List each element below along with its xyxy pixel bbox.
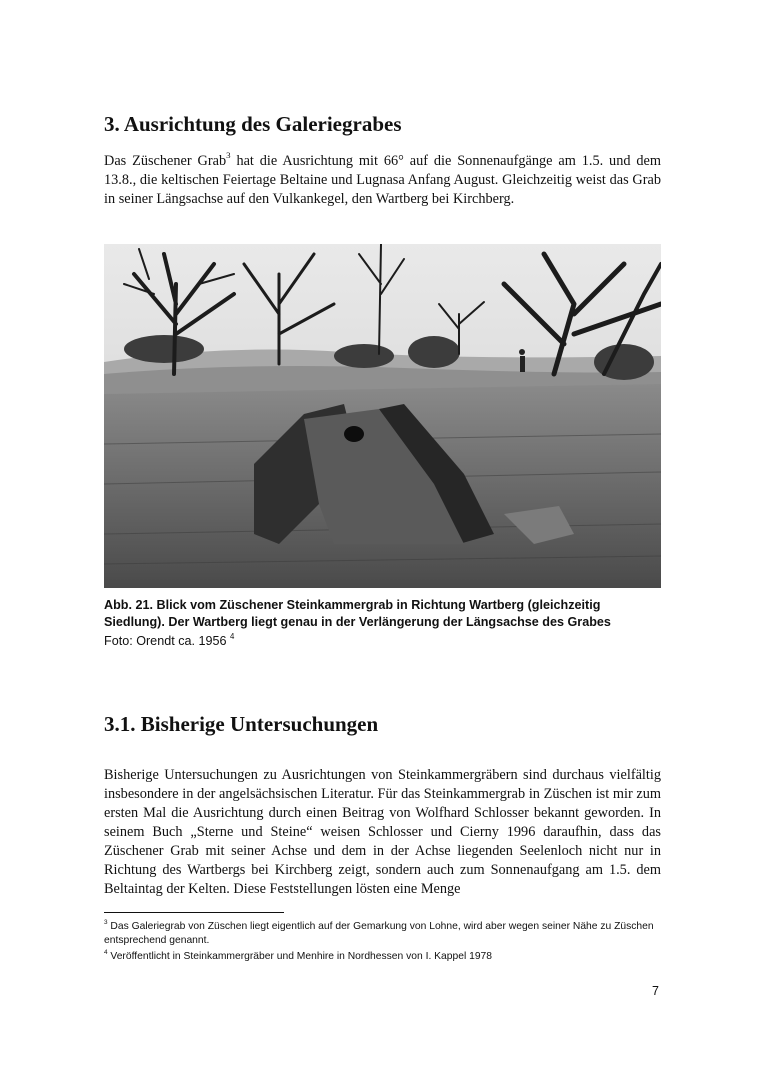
- footnote-4: [104, 950, 664, 964]
- footnote-4-text: Veröffentlicht in Steinkammergräber und Menhire in Nordhessen von I. Kappel 1978: [107, 951, 493, 962]
- figure-caption-line1: Abb. 21. Blick vom Züschener Steinkammergrab in Richtung Wartberg (gleichzeitig: [104, 598, 601, 612]
- footnote-ref-4[interactable]: 4: [230, 632, 235, 642]
- figure-photo-steinkammergrab: [104, 244, 661, 588]
- paragraph-bisherige-untersuchungen: Bisherige Untersuchungen zu Ausrichtungen von Steinkammergräbern sind durchaus vielfältig insbesondere in der angelsächsischen Literatur. Für das Steinkammergrab in Züschen ist mir zum ersten Mal die Ausrichtung durch einen Beitrag von Wolfhard Schlosser bekannt geworden. In seinem Buch „Sterne und Steine“ weisen Schlosser und Cierny 1996 daraufhin, dass das Züschener Grab mit seiner Achse und dem in der Achse liegenden Seelenloch nicht nur in Richtung des Wartbergs bei Kirchberg zeigt, sondern auch zum Sonnenaufgang am 1.5. dem Beltaintag der Kelten. Diese Feststellungen lösten eine Menge: [104, 767, 661, 897]
- footnote-3-mark: 3: [104, 918, 108, 926]
- footnote-ref-3[interactable]: 3: [226, 150, 231, 161]
- section-heading-bisherige-untersuchungen: 3.1. Bisherige Untersuchungen: [104, 712, 379, 736]
- footnote-separator: [104, 912, 284, 913]
- page-number: 7: [652, 984, 659, 998]
- footnote-3: [104, 920, 664, 948]
- figure-caption-line2: Siedlung). Der Wartberg liegt genau in der Verlängerung der Längsachse des Grabes: [104, 615, 611, 629]
- paragraph-ausrichtung: [104, 152, 661, 209]
- section-heading-ausrichtung: 3. Ausrichtung des Galeriegrabes: [104, 112, 402, 136]
- paragraph-ausrichtung-text-a: Das Züschener Grab: [104, 153, 227, 169]
- photo-credit: [104, 634, 234, 648]
- footnote-3-text: Das Galeriegrab von Züschen liegt eigentlich auf der Gemarkung von Lohne, wird aber wegen seiner Nähe zu Züschen entsprechend genannt.: [104, 921, 654, 946]
- photo-credit-text: Foto: Orendt ca. 1956: [104, 634, 231, 648]
- footnote-4-mark: 4: [104, 948, 108, 956]
- paragraph-ausrichtung-text-b: hat die Ausrichtung mit 66° auf die Sonnenaufgänge am 1.5. und dem 13.8., die keltischen Feiertage Beltaine und Lugnasa Anfang August. Gleichzeitig weist das Grab in seiner Längsachse auf den Vulkankegel, den Wartberg bei Kirchberg.: [104, 153, 661, 207]
